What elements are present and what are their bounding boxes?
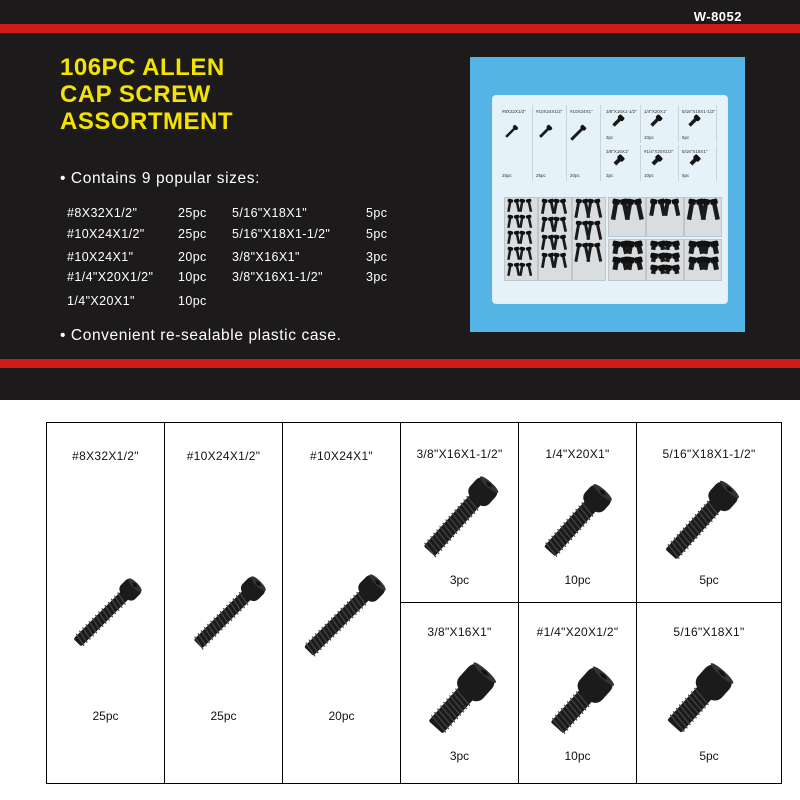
small-screw-icon (506, 263, 514, 277)
allen-cap-screw-icon (65, 571, 149, 660)
small-screw-icon (594, 198, 604, 218)
grid-cell-qty: 20pc (328, 709, 355, 723)
allen-cap-screw-icon (545, 665, 617, 742)
small-screw-icon (560, 234, 569, 250)
grid-cell-label: 3/8"X16X1" (427, 625, 492, 639)
grid-cell-qty: 3pc (449, 573, 470, 587)
lid-compartment: #8X32X1/2" 25pc (500, 105, 533, 181)
contains-bullet: • Contains 9 popular sizes: (60, 170, 260, 187)
small-screw-icon (573, 198, 582, 218)
grid-cell-qty: 5pc (699, 749, 719, 763)
small-screw-icon (609, 198, 620, 220)
small-screw-icon (685, 198, 696, 220)
small-screw-icon (688, 154, 701, 167)
grid-cell (518, 602, 637, 784)
small-screw-icon (634, 240, 645, 254)
size-item: #1/4"X20X1/2" (67, 270, 154, 284)
size-qty: 3pc (366, 250, 388, 264)
grid-cell (164, 422, 283, 784)
small-screw-icon (540, 217, 548, 233)
small-screw-icon (650, 154, 663, 167)
lid-compartment: #10X24X1/2" 25pc (534, 105, 567, 181)
small-screw-icon (526, 230, 534, 244)
grid-cell-label: #10X24X1" (309, 449, 373, 463)
allen-cap-screw-icon (661, 661, 737, 742)
small-screw-icon (648, 198, 658, 216)
size-item: #10X24X1/2" (67, 227, 145, 241)
size-qty: 5pc (366, 206, 388, 220)
size-item: 5/16"X18X1-1/2" (232, 227, 331, 241)
product-title (60, 54, 233, 135)
small-screw-icon (526, 262, 534, 276)
small-screw-icon (506, 231, 514, 245)
grid-cell-qty: 5pc (699, 573, 719, 587)
grid-cell-label: 5/16"X18X1" (673, 625, 745, 639)
model-number: W-8052 (693, 9, 742, 24)
small-screw-icon (672, 264, 681, 274)
small-screw-icon (506, 215, 514, 229)
small-screw-icon (540, 253, 548, 269)
small-screw-icon (506, 247, 514, 261)
small-screw-icon (540, 199, 548, 215)
size-item: #10X24X1" (67, 250, 134, 264)
small-screw-icon (611, 114, 625, 128)
small-screw-icon (560, 252, 569, 268)
allen-cap-screw-icon (423, 661, 499, 742)
case-screws (494, 97, 726, 302)
small-screw-icon (560, 198, 569, 214)
grid-cell-label: 5/16"X18X1-1/2" (662, 447, 756, 461)
grid-cell (400, 422, 519, 603)
grid-cell (518, 422, 637, 603)
small-screw-icon (569, 124, 587, 142)
grid-cell-label: 1/4"X20X1" (545, 447, 610, 461)
grid-cell (400, 602, 519, 784)
small-screw-icon (710, 240, 721, 254)
size-qty: 25pc (178, 227, 207, 241)
small-screw-icon (594, 242, 604, 262)
product-photo (470, 57, 745, 332)
small-screw-icon (611, 240, 621, 254)
grid-cell-qty: 3pc (449, 749, 470, 763)
small-screw-icon (634, 198, 646, 220)
small-screw-icon (611, 256, 621, 270)
small-screw-icon (504, 124, 518, 138)
grid-cell-label: #10X24X1/2" (186, 449, 261, 463)
small-screw-icon (612, 154, 625, 167)
size-qty: 10pc (178, 294, 207, 308)
small-screw-icon (573, 242, 582, 262)
lid-compartment: #10X24X1" 20pc (568, 105, 601, 181)
grid-cell-label: #8X32X1/2" (72, 449, 139, 463)
small-screw-icon (649, 252, 658, 262)
size-item: #8X32X1/2" (67, 206, 138, 220)
grid-cell-label: 3/8"X16X1-1/2" (416, 447, 503, 461)
small-screw-icon (672, 252, 681, 262)
size-grid (46, 422, 782, 784)
title-line-2: CAP SCREW (60, 81, 211, 108)
small-screw-icon (671, 198, 681, 216)
small-screw-icon (649, 240, 658, 250)
size-qty: 3pc (366, 270, 388, 284)
size-qty: 20pc (178, 250, 207, 264)
lid-compartment: 1/4"X20X1" 10pc (642, 105, 679, 143)
size-qty: 25pc (178, 206, 207, 220)
title-line-1: 106PC ALLEN (60, 54, 225, 81)
grid-cell (282, 422, 401, 784)
small-screw-icon (538, 124, 553, 139)
small-screw-icon (506, 199, 514, 213)
small-screw-icon (540, 235, 548, 251)
size-item: 1/4"X20X1" (67, 294, 135, 308)
small-screw-icon (634, 256, 645, 270)
lid-compartment: 3/8"X16X1" 3pc (604, 145, 641, 181)
allen-cap-screw-icon (535, 481, 619, 566)
size-qty: 10pc (178, 270, 207, 284)
small-screw-icon (687, 114, 701, 128)
size-qty: 5pc (366, 227, 388, 241)
small-screw-icon (649, 264, 658, 274)
size-item: 3/8"X16X1-1/2" (232, 270, 323, 284)
small-screw-icon (560, 216, 569, 232)
title-line-3: ASSORTMENT (60, 108, 233, 135)
allen-cap-screw-icon (187, 571, 271, 660)
case-bullet: • Convenient re-sealable plastic case. (60, 327, 342, 344)
lid-compartment: 5/16"X18X1-1/2" 5pc (680, 105, 717, 143)
plastic-case (492, 95, 728, 304)
small-screw-icon (687, 256, 697, 270)
allen-cap-screw-icon (299, 571, 389, 666)
grid-cell-qty: 10pc (564, 749, 591, 763)
allen-cap-screw-icon (415, 475, 505, 564)
grid-cell-qty: 25pc (210, 709, 237, 723)
size-item: 5/16"X18X1" (232, 206, 308, 220)
small-screw-icon (573, 220, 582, 240)
allen-cap-screw-icon (655, 479, 747, 568)
small-screw-icon (649, 114, 663, 128)
small-screw-icon (710, 198, 722, 220)
top-red-stripe (0, 24, 800, 33)
size-item: 3/8"X16X1" (232, 250, 300, 264)
small-screw-icon (672, 240, 681, 250)
grid-cell (46, 422, 165, 784)
small-screw-icon (526, 246, 534, 260)
grid-cell (636, 602, 782, 784)
bottom-red-stripe (0, 359, 800, 368)
grid-cell-label: #1/4"X20X1/2" (536, 625, 619, 639)
small-screw-icon (687, 240, 697, 254)
small-screw-icon (526, 198, 534, 212)
lid-compartment: 3/8"X16X1-1/2" 3pc (604, 105, 641, 143)
small-screw-icon (594, 220, 604, 240)
small-screw-icon (710, 256, 721, 270)
lid-compartment: #1/4"X20X1/2" 10pc (642, 145, 679, 181)
lid-compartment: 5/16"X18X1" 5pc (680, 145, 717, 181)
grid-cell-qty: 25pc (92, 709, 119, 723)
small-screw-icon (526, 214, 534, 228)
grid-cell (636, 422, 782, 603)
grid-cell-qty: 10pc (564, 573, 591, 587)
